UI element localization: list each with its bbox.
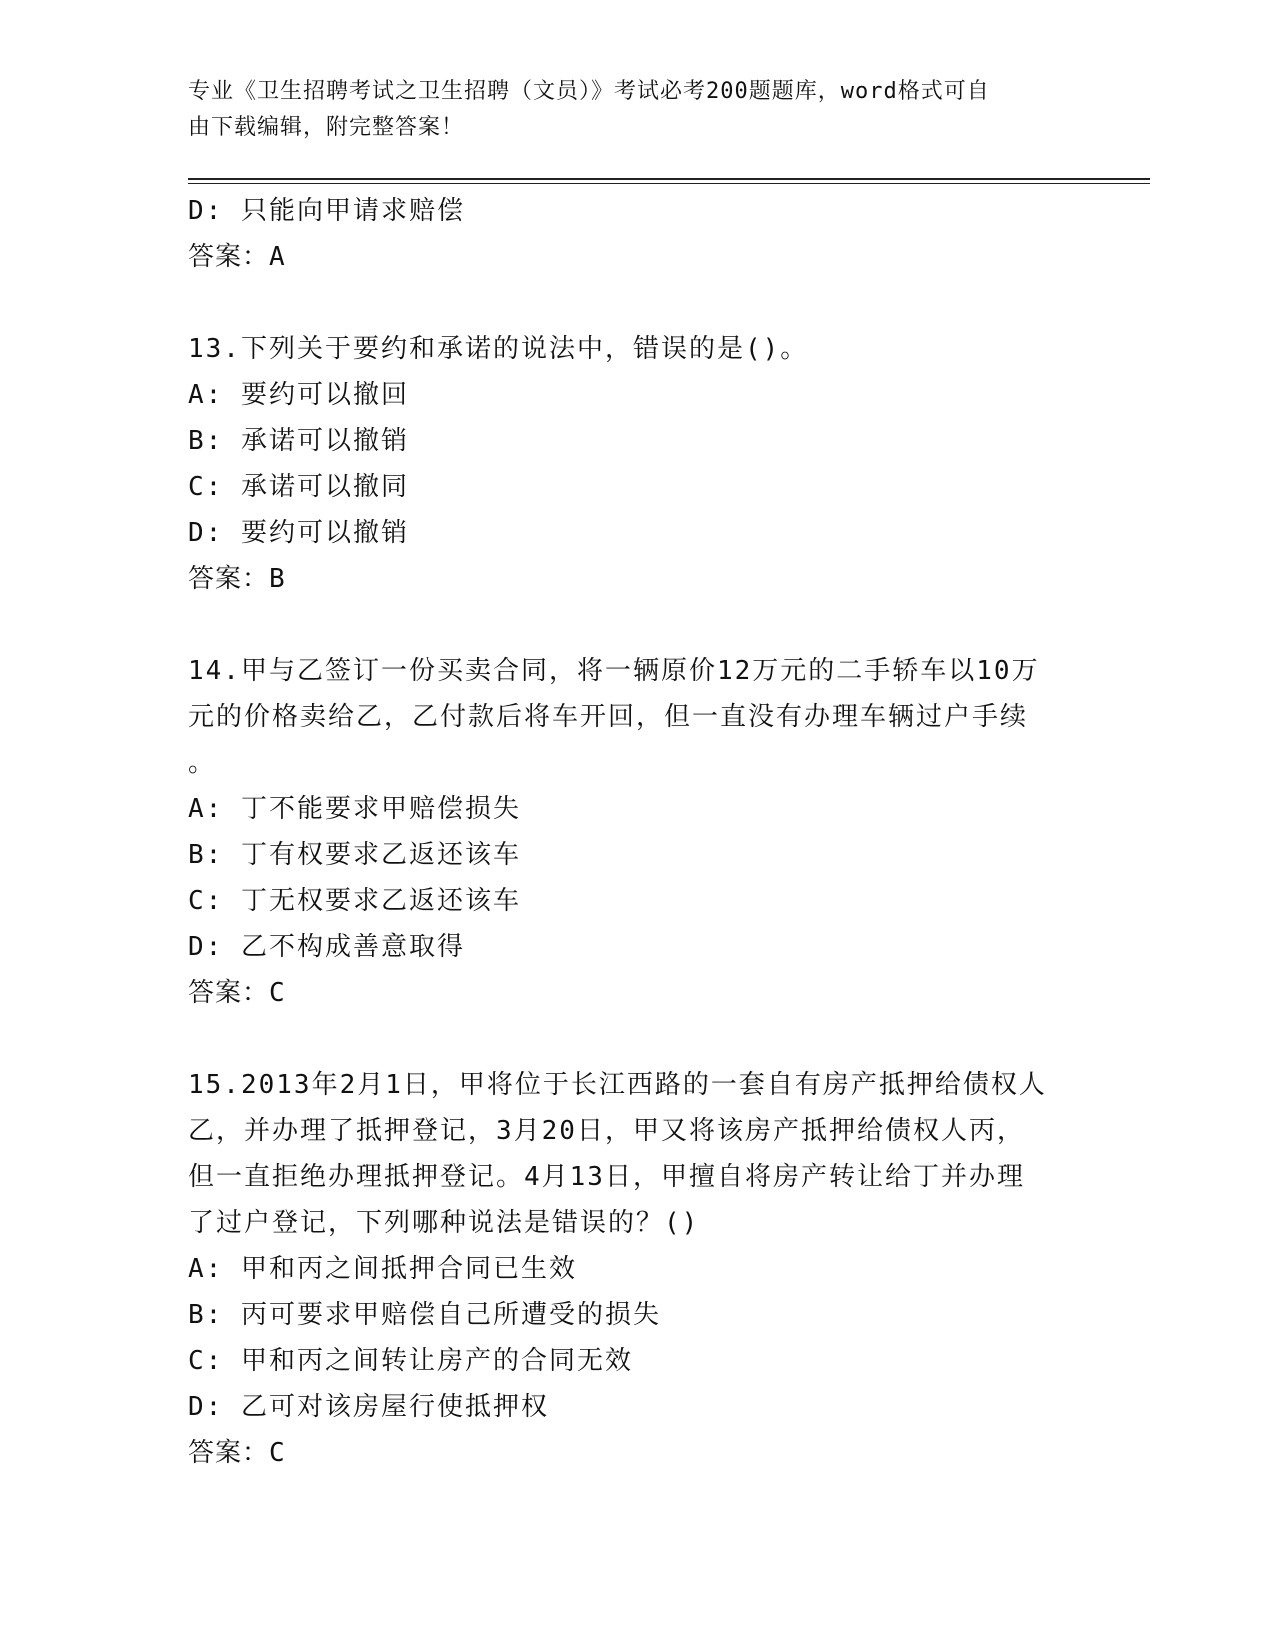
question-15-option-a: A: 甲和丙之间抵押合同已生效 [188,1254,577,1284]
document-header [188,74,1068,146]
question-14-option-d: D: 乙不构成善意取得 [188,932,465,962]
question-14-stem-line-2: 元的价格卖给乙，乙付款后将车开回，但一直没有办理车辆过户手续 [188,702,1029,732]
question-15-option-c: C: 甲和丙之间转让房产的合同无效 [188,1346,633,1376]
prev-option-d: D: 只能向甲请求赔偿 [188,196,465,226]
question-14-answer: 答案：C [188,978,286,1008]
question-13-option-b: B: 承诺可以撤销 [188,426,409,456]
question-15-option-d: D: 乙可对该房屋行使抵押权 [188,1392,549,1422]
question-15-stem-line-1: 15.2013年2月1日，甲将位于长江西路的一套自有房产抵押给债权人 [188,1070,1047,1100]
question-13 [188,326,1088,602]
question-13-option-c: C: 承诺可以撤同 [188,472,409,502]
question-14-option-a: A: 丁不能要求甲赔偿损失 [188,794,521,824]
header-divider-thin [188,183,1150,184]
prev-answer: 答案：A [188,242,286,272]
header-divider-thick [188,178,1150,180]
question-14-stem-line-1: 14.甲与乙签订一份买卖合同，将一辆原价12万元的二手轿车以10万 [188,656,1040,686]
header-line-2: 由下载编辑，附完整答案！ [188,115,465,140]
question-15-stem-line-2: 乙，并办理了抵押登记，3月20日，甲又将该房产抵押给债权人丙， [188,1116,1025,1146]
question-13-stem: 13.下列关于要约和承诺的说法中，错误的是()。 [188,334,809,364]
question-14-option-b: B: 丁有权要求乙返还该车 [188,840,521,870]
question-13-option-a: A: 要约可以撤回 [188,380,409,410]
question-15-stem-line-4: 了过户登记，下列哪种说法是错误的？() [188,1208,700,1238]
header-line-1: 专业《卫生招聘考试之卫生招聘（文员）》考试必考200题题库，word格式可自 [188,79,990,104]
question-15-option-b: B: 丙可要求甲赔偿自己所遭受的损失 [188,1300,661,1330]
question-13-answer: 答案：B [188,564,286,594]
question-15-answer: 答案：C [188,1438,286,1468]
question-15-stem-line-3: 但一直拒绝办理抵押登记。4月13日，甲擅自将房产转让给丁并办理 [188,1162,1025,1192]
spacer [188,602,1088,648]
question-14 [188,648,1088,1016]
spacer [188,280,1088,326]
spacer [188,1016,1088,1062]
question-14-option-c: C: 丁无权要求乙返还该车 [188,886,521,916]
question-14-stem-line-3: 。 [188,748,217,778]
question-15 [188,1062,1088,1476]
question-13-option-d: D: 要约可以撤销 [188,518,409,548]
question-list [188,188,1088,1476]
